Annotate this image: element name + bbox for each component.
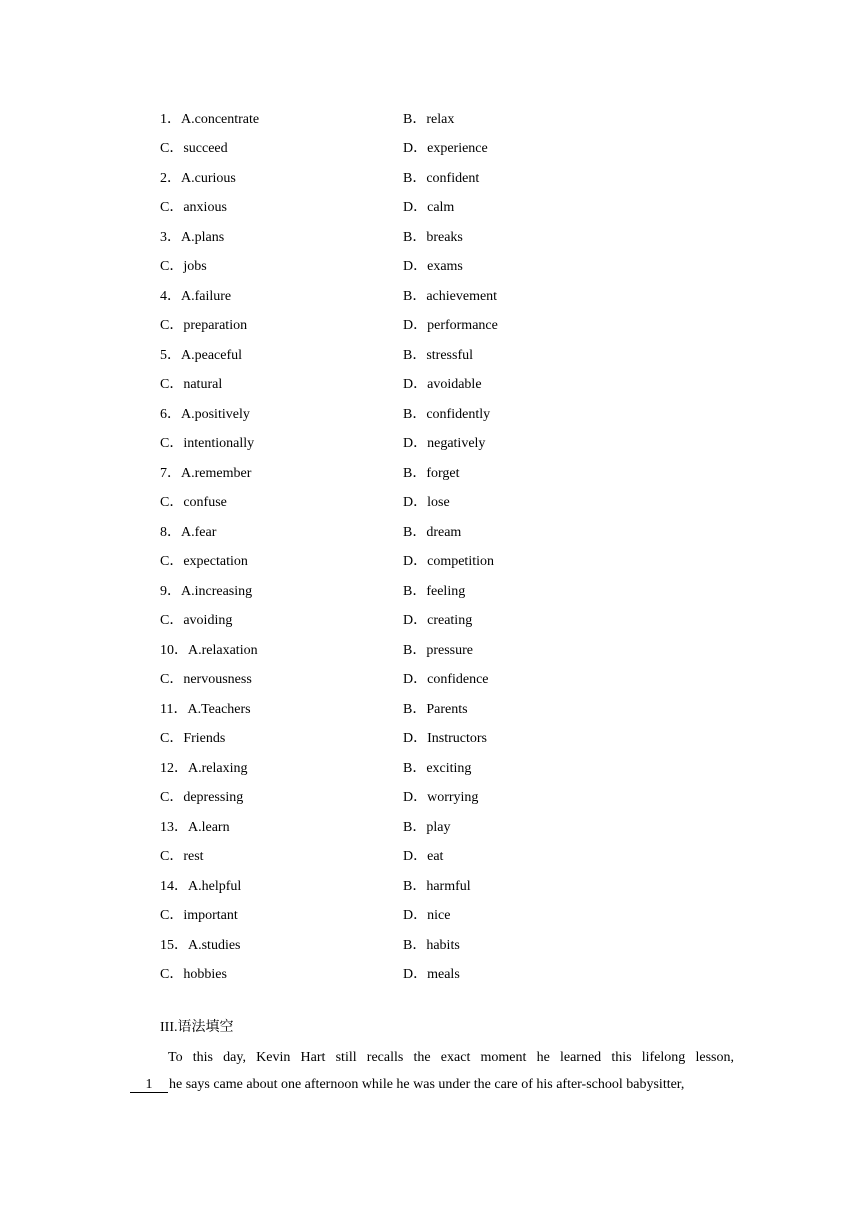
option-left: C．succeed bbox=[160, 141, 228, 157]
option-right: B．habits bbox=[403, 937, 460, 953]
option-left: 12．A.relaxing bbox=[160, 760, 248, 776]
section-title: III.语法填空 bbox=[160, 1020, 234, 1035]
option-right: D．experience bbox=[403, 141, 488, 157]
blank-1[interactable]: 1 bbox=[130, 1077, 168, 1093]
passage-line: To this day, Kevin Hart still recalls the exact moment he learned this lifelong lesson, bbox=[168, 1050, 734, 1065]
option-row bbox=[160, 929, 580, 959]
option-right: B．stressful bbox=[403, 347, 473, 363]
option-left: C．depressing bbox=[160, 790, 244, 806]
option-right: D．avoidable bbox=[403, 377, 482, 393]
option-right: D．exams bbox=[403, 259, 463, 275]
option-left: C．intentionally bbox=[160, 436, 255, 452]
option-right: D．Instructors bbox=[403, 731, 487, 747]
option-row bbox=[160, 546, 580, 576]
option-row bbox=[160, 133, 580, 163]
option-row bbox=[160, 457, 580, 487]
option-left: 4．A.failure bbox=[160, 288, 232, 304]
option-row bbox=[160, 192, 580, 222]
passage-text: he says came about one afternoon while he was under the care of his after-school babysitter, bbox=[169, 1077, 685, 1092]
option-right: B．relax bbox=[403, 111, 455, 127]
option-right: D．meals bbox=[403, 967, 460, 983]
option-row bbox=[160, 339, 580, 369]
option-right: D．worrying bbox=[403, 790, 479, 806]
option-left: 3．A.plans bbox=[160, 229, 225, 245]
option-left: 11．A.Teachers bbox=[160, 701, 251, 717]
option-left: C．avoiding bbox=[160, 613, 233, 629]
option-row bbox=[160, 251, 580, 281]
option-row bbox=[160, 162, 580, 192]
option-row bbox=[160, 782, 580, 812]
option-row bbox=[160, 369, 580, 399]
option-right: B．feeling bbox=[403, 583, 466, 599]
option-row bbox=[160, 811, 580, 841]
option-row bbox=[160, 959, 580, 989]
option-left: 8．A.fear bbox=[160, 524, 217, 540]
option-left: C．confuse bbox=[160, 495, 227, 511]
option-row bbox=[160, 280, 580, 310]
option-right: B．achievement bbox=[403, 288, 498, 304]
option-left: C．nervousness bbox=[160, 672, 252, 688]
option-left: 13．A.learn bbox=[160, 819, 230, 835]
option-row bbox=[160, 693, 580, 723]
answer-options-list bbox=[160, 103, 580, 988]
option-left: 9．A.increasing bbox=[160, 583, 253, 599]
option-right: B．confidently bbox=[403, 406, 491, 422]
option-left: C．Friends bbox=[160, 731, 226, 747]
option-left: C．jobs bbox=[160, 259, 207, 275]
option-row bbox=[160, 310, 580, 340]
option-row bbox=[160, 752, 580, 782]
option-left: 14．A.helpful bbox=[160, 878, 242, 894]
option-right: D．performance bbox=[403, 318, 498, 334]
option-right: B．play bbox=[403, 819, 451, 835]
option-right: D．confidence bbox=[403, 672, 489, 688]
option-right: B．pressure bbox=[403, 642, 473, 658]
option-right: B．breaks bbox=[403, 229, 463, 245]
option-left: 7．A.remember bbox=[160, 465, 252, 481]
option-left: C．rest bbox=[160, 849, 204, 865]
option-left: 10．A.relaxation bbox=[160, 642, 258, 658]
option-right: B．forget bbox=[403, 465, 460, 481]
option-row bbox=[160, 487, 580, 517]
option-row bbox=[160, 221, 580, 251]
option-left: C．expectation bbox=[160, 554, 248, 570]
option-row bbox=[160, 900, 580, 930]
option-right: D．eat bbox=[403, 849, 444, 865]
option-right: B．confident bbox=[403, 170, 480, 186]
option-right: D．nice bbox=[403, 908, 451, 924]
option-right: B．exciting bbox=[403, 760, 472, 776]
option-right: B．harmful bbox=[403, 878, 471, 894]
option-right: D．lose bbox=[403, 495, 450, 511]
option-left: 1．A.concentrate bbox=[160, 111, 260, 127]
option-row bbox=[160, 723, 580, 753]
option-left: C．hobbies bbox=[160, 967, 227, 983]
option-left: C．preparation bbox=[160, 318, 248, 334]
option-left: C．anxious bbox=[160, 200, 227, 216]
option-row bbox=[160, 664, 580, 694]
option-row bbox=[160, 575, 580, 605]
option-row bbox=[160, 605, 580, 635]
option-left: 5．A.peaceful bbox=[160, 347, 243, 363]
option-right: D．creating bbox=[403, 613, 473, 629]
option-left: C．natural bbox=[160, 377, 223, 393]
option-row bbox=[160, 103, 580, 133]
option-row bbox=[160, 398, 580, 428]
passage bbox=[130, 1044, 734, 1098]
option-right: D．competition bbox=[403, 554, 494, 570]
option-right: D．calm bbox=[403, 200, 455, 216]
option-row bbox=[160, 634, 580, 664]
option-row bbox=[160, 870, 580, 900]
option-left: C．important bbox=[160, 908, 238, 924]
option-row bbox=[160, 516, 580, 546]
option-left: 15．A.studies bbox=[160, 937, 241, 953]
passage-line bbox=[130, 1071, 734, 1098]
option-right: D．negatively bbox=[403, 436, 486, 452]
option-right: B．Parents bbox=[403, 701, 468, 717]
option-row bbox=[160, 841, 580, 871]
option-right: B．dream bbox=[403, 524, 462, 540]
option-left: 6．A.positively bbox=[160, 406, 250, 422]
option-row bbox=[160, 428, 580, 458]
option-left: 2．A.curious bbox=[160, 170, 236, 186]
